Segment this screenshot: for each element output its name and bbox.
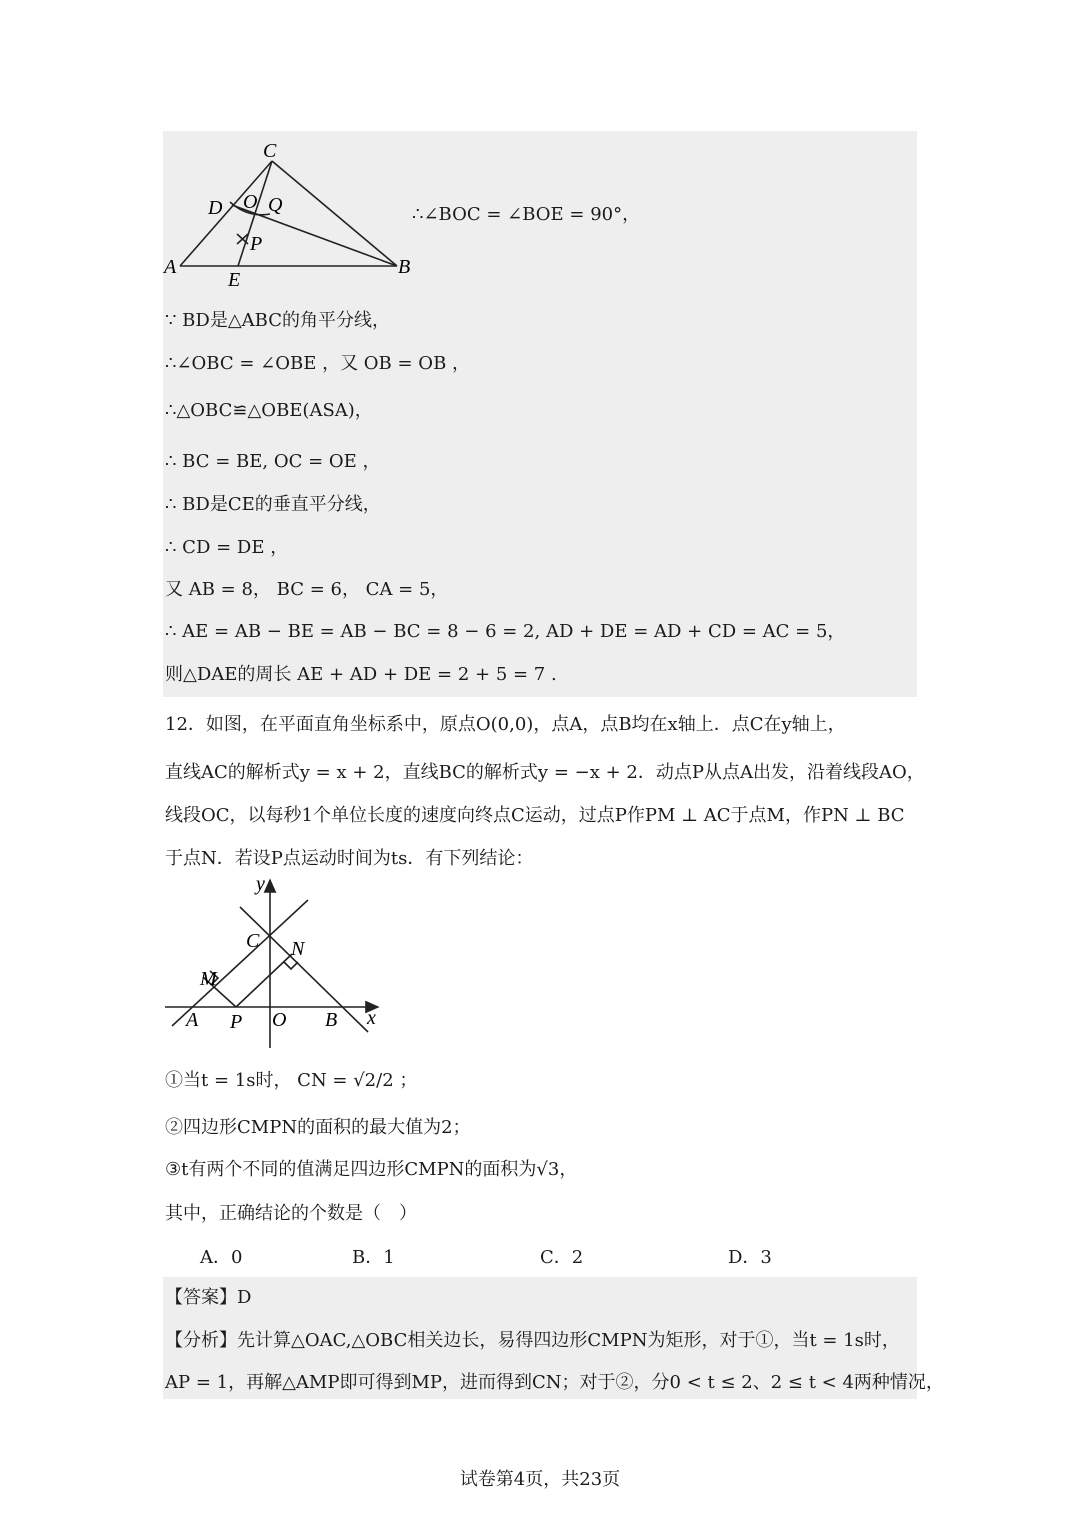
solution-line-2: ∵ BD是△ABC的角平分线， bbox=[165, 310, 391, 331]
option-b: B．1 bbox=[352, 1247, 395, 1268]
page-footer: 试卷第4页，共23页 bbox=[459, 1469, 621, 1490]
label-P: P bbox=[230, 1011, 243, 1033]
question-line-4: 于点N．若设P点运动时间为ts．有下列结论： bbox=[165, 848, 534, 869]
label-Q: Q bbox=[268, 194, 283, 216]
statement-1: ①当t = 1s时， CN = √2/2 ； bbox=[165, 1070, 418, 1091]
axis-label-x: x bbox=[367, 1007, 376, 1029]
label-C: C bbox=[246, 930, 260, 952]
statement-2: ②四边形CMPN的面积的最大值为2； bbox=[165, 1117, 471, 1138]
solution-line-7: ∴ CD = DE ， bbox=[165, 537, 289, 558]
analysis-line-1: 【分析】先计算△OAC,△OBC相关边长，易得四边形CMPN为矩形，对于①，当t = 1s时， bbox=[165, 1330, 900, 1351]
analysis-line-2: AP = 1，再解△AMP即可得到MP，进而得到CN；对于②，分0 < t ≤ 2、2 ≤ t < 4两种情况， bbox=[165, 1372, 944, 1393]
statement-4: 其中，正确结论的个数是（ ） bbox=[165, 1203, 417, 1224]
label-A: A bbox=[186, 1009, 199, 1031]
label-A: A bbox=[164, 256, 177, 278]
label-O: O bbox=[272, 1009, 287, 1031]
label-B: B bbox=[398, 256, 411, 278]
axis-label-y: y bbox=[256, 873, 265, 895]
solution-line-10: 则△DAE的周长 AE + AD + DE = 2 + 5 = 7 . bbox=[165, 664, 557, 685]
option-d: D．3 bbox=[728, 1247, 772, 1268]
label-D: D bbox=[208, 197, 223, 219]
label-P: P bbox=[250, 233, 263, 255]
label-E: E bbox=[228, 269, 241, 290]
solution-line-5: ∴ BC = BE, OC = OE ， bbox=[165, 451, 381, 472]
label-M: M bbox=[200, 968, 217, 990]
solution-line-1: ∴∠BOC = ∠BOE = 90°， bbox=[412, 204, 641, 225]
label-O: O bbox=[243, 191, 258, 213]
answer-line: 【答案】D bbox=[165, 1287, 252, 1308]
label-C: C bbox=[263, 140, 277, 162]
label-N: N bbox=[291, 938, 305, 960]
coordinate-figure bbox=[160, 872, 390, 1050]
option-c: C．2 bbox=[540, 1247, 584, 1268]
statement-3: ③t有两个不同的值满足四边形CMPN的面积为√3， bbox=[165, 1159, 578, 1180]
solution-line-8: 又 AB = 8， BC = 6， CA = 5， bbox=[165, 579, 449, 600]
solution-line-3: ∴∠OBC = ∠OBE ，又 OB = OB ， bbox=[165, 353, 471, 374]
question-line-2: 直线AC的解析式y = x + 2，直线BC的解析式y = −x + 2．动点P从点A出发，沿着线段AO， bbox=[165, 762, 925, 783]
question-line-1: 12．如图，在平面直角坐标系中，原点O(0,0)，点A，点B均在x轴上．点C在y轴上， bbox=[165, 714, 846, 735]
label-B: B bbox=[325, 1009, 338, 1031]
solution-line-4: ∴△OBC≌△OBE(ASA)， bbox=[165, 400, 373, 421]
question-line-3: 线段OC，以每秒1个单位长度的速度向终点C运动，过点P作PM ⊥ AC于点M，作PN ⊥ BC bbox=[165, 805, 905, 826]
solution-line-9: ∴ AE = AB − BE = AB − BC = 8 − 6 = 2, AD + DE = AD + CD = AC = 5， bbox=[165, 621, 846, 642]
solution-line-6: ∴ BD是CE的垂直平分线， bbox=[165, 494, 381, 515]
option-a: A．0 bbox=[200, 1247, 243, 1268]
triangle-figure bbox=[160, 138, 420, 290]
